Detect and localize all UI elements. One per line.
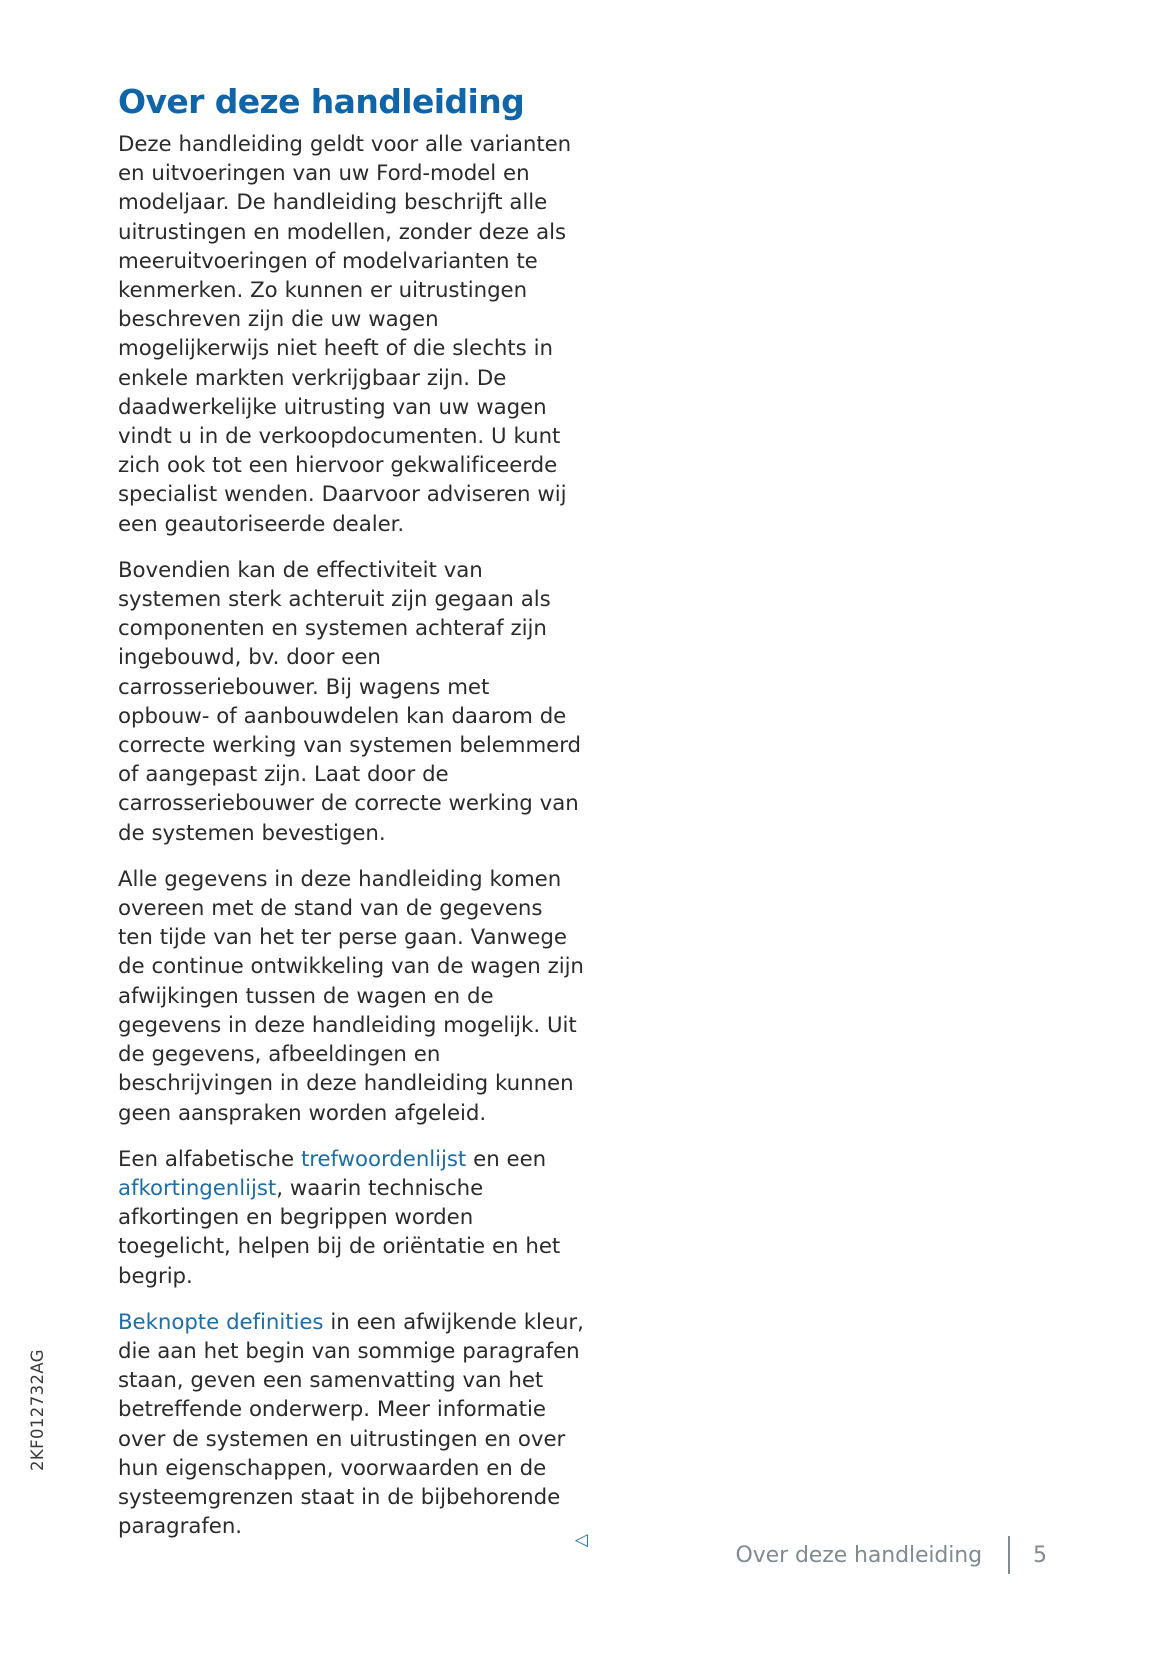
paragraph-retrofit: Bovendien kan de effectiviteit van systemen sterk achteruit zijn gegaan als componenten en systemen achteraf zijn ingebouwd, bv. door een carrosseriebouwer. Bij wagens met opbouw- of aanbouwdelen kan daarom de correcte werking van systemen belemmerd of aangepast zijn. Laat door de carrosseriebouwer de correcte werking van de systemen bevestigen.: [118, 557, 582, 846]
page-footer: [736, 1535, 1047, 1575]
footer-divider: [1008, 1536, 1010, 1574]
paragraph-short-definitions: [118, 1308, 584, 1542]
left-triangle-icon: ◁: [574, 1530, 588, 1551]
page-title: Over deze handleiding: [118, 82, 525, 122]
paragraph-scope: Deze handleiding geldt voor alle varianten en uitvoeringen van uw Ford-model en modeljaar. De handleiding beschrijft alle uitrustingen en modellen, zonder deze als meeruitvoeringen of modelvarianten te kenmerken. Zo kunnen er uitrustingen beschreven zijn die uw wagen mogelijkerwijs niet heeft of die slechts in enkele markten verkrijgbaar zijn. De daadwerkelijke uitrusting van uw wagen vindt u in de verkoopdocumenten. U kunt zich ook tot een hiervoor gekwalificeerde specialist wenden. Daarvoor adviseren wij een geautoriseerde dealer.: [118, 132, 572, 537]
body-column: [118, 130, 588, 1558]
index-text-before-link: Een alfabetische: [118, 1146, 301, 1172]
definitions-text-after-link: in een afwijkende kleur, die aan het begin van sommige paragrafen staan, geven een samenvatting van het betreffende onderwerp. Meer informatie over de systemen en uitrustingen en over hun eigenschappen, voorwaarden en de systeemgrenzen staat in de bijbehorende paragrafen.: [118, 1309, 584, 1540]
link-afkortingenlijst[interactable]: afkortingenlijst: [118, 1175, 277, 1201]
link-beknopte-definities[interactable]: Beknopte definities: [118, 1309, 324, 1335]
index-text-between-links: en een: [466, 1146, 547, 1172]
link-trefwoordenlijst[interactable]: trefwoordenlijst: [300, 1146, 467, 1172]
footer-page-number: 5: [1033, 1542, 1047, 1568]
paragraph-index-lists: [118, 1145, 584, 1291]
index-text-after-link: , waarin technische afkortingen en begrippen worden toegelicht, helpen bij de oriëntatie en het begrip.: [118, 1175, 561, 1289]
paragraph-data-accuracy: Alle gegevens in deze handleiding komen overeen met de stand van de gegevens ten tijde van het ter perse gaan. Vanwege de continue ontwikkeling van de wagen zijn afwijkingen tussen de wagen en de gegevens in deze handleiding mogelijk. Uit de gegevens, afbeeldingen en beschrijvingen in deze handleiding kunnen geen aanspraken worden afgeleid.: [118, 866, 584, 1126]
document-reference-code: 2KF012732AG: [28, 1349, 47, 1471]
footer-chapter-name: Over deze handleiding: [735, 1542, 982, 1568]
